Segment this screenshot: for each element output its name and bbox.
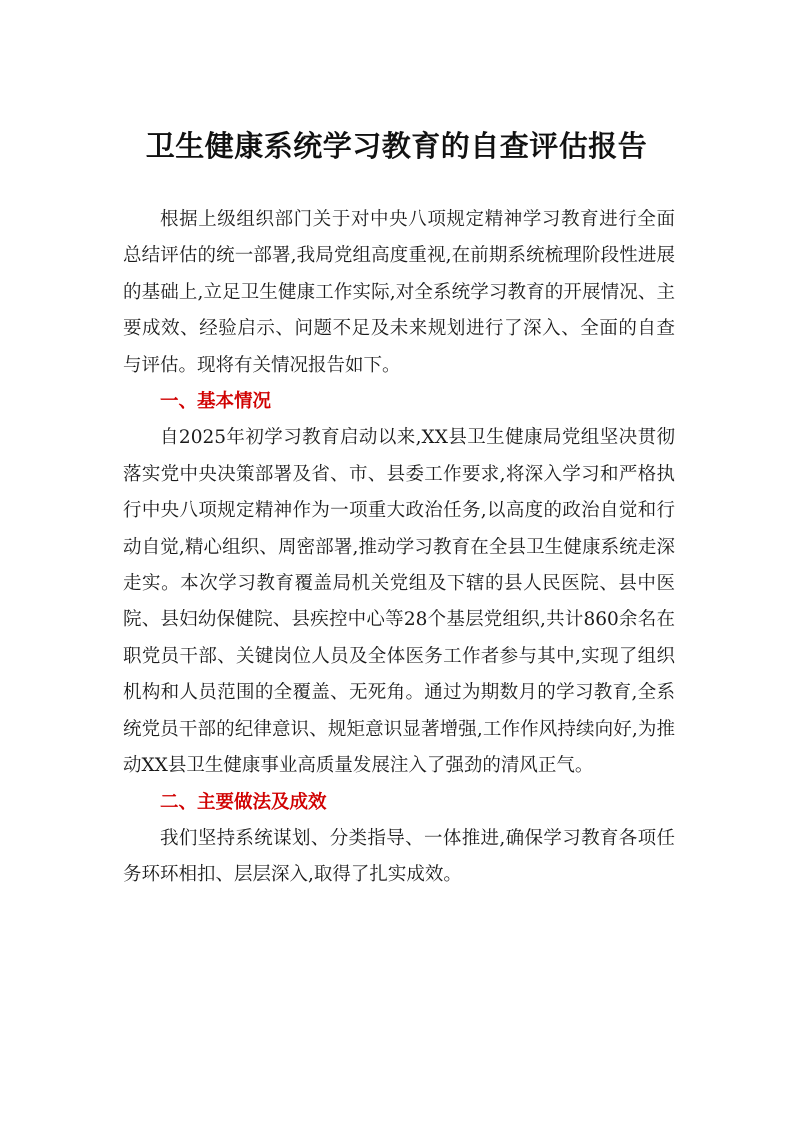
basic-situation-paragraph: 自2025年初学习教育启动以来,XX县卫生健康局党组坚决贯彻落实党中央决策部署及省、市、县委工作要求,将深入学习和严格执行中央八项规定精神作为一项重大政治任务,以高度的政治自觉和行动自觉,精心组织、周密部署,推动学习教育在全县卫生健康系统走深走实。本次学习教育覆盖局机关党组及下辖的县人民医院、县中医院、县妇幼保健院、县疾控中心等28个基层党组织,共计860余名在职党员干部、关键岗位人员及全体医务工作者参与其中,实现了组织机构和人员范围的全覆盖、无死角。通过为期数月的学习教育,全系统党员干部的纪律意识、规矩意识显著增强,工作作风持续向好,为推动XX县卫生健康事业高质量发展注入了强劲的清风正气。 [123,427,675,777]
document-body [123,202,675,894]
intro-paragraph: 根据上级组织部门关于对中央八项规定精神学习教育进行全面总结评估的统一部署,我局党组高度重视,在前期系统梳理阶段性进展的基础上,立足卫生健康工作实际,对全系统学习教育的开展情况、主要成效、经验启示、问题不足及未来规划进行了深入、全面的自查与评估。现将有关情况报告如下。 [123,209,675,376]
section-heading-basic-situation: 一、基本情况 [160,391,272,413]
document-title: 卫生健康系统学习教育的自查评估报告 [145,129,648,163]
main-practices-paragraph: 我们坚持系统谋划、分类指导、一体推进,确保学习教育各项任务环环相扣、层层深入,取得了扎实成效。 [123,827,675,886]
section-heading-main-practices: 二、主要做法及成效 [160,791,327,813]
